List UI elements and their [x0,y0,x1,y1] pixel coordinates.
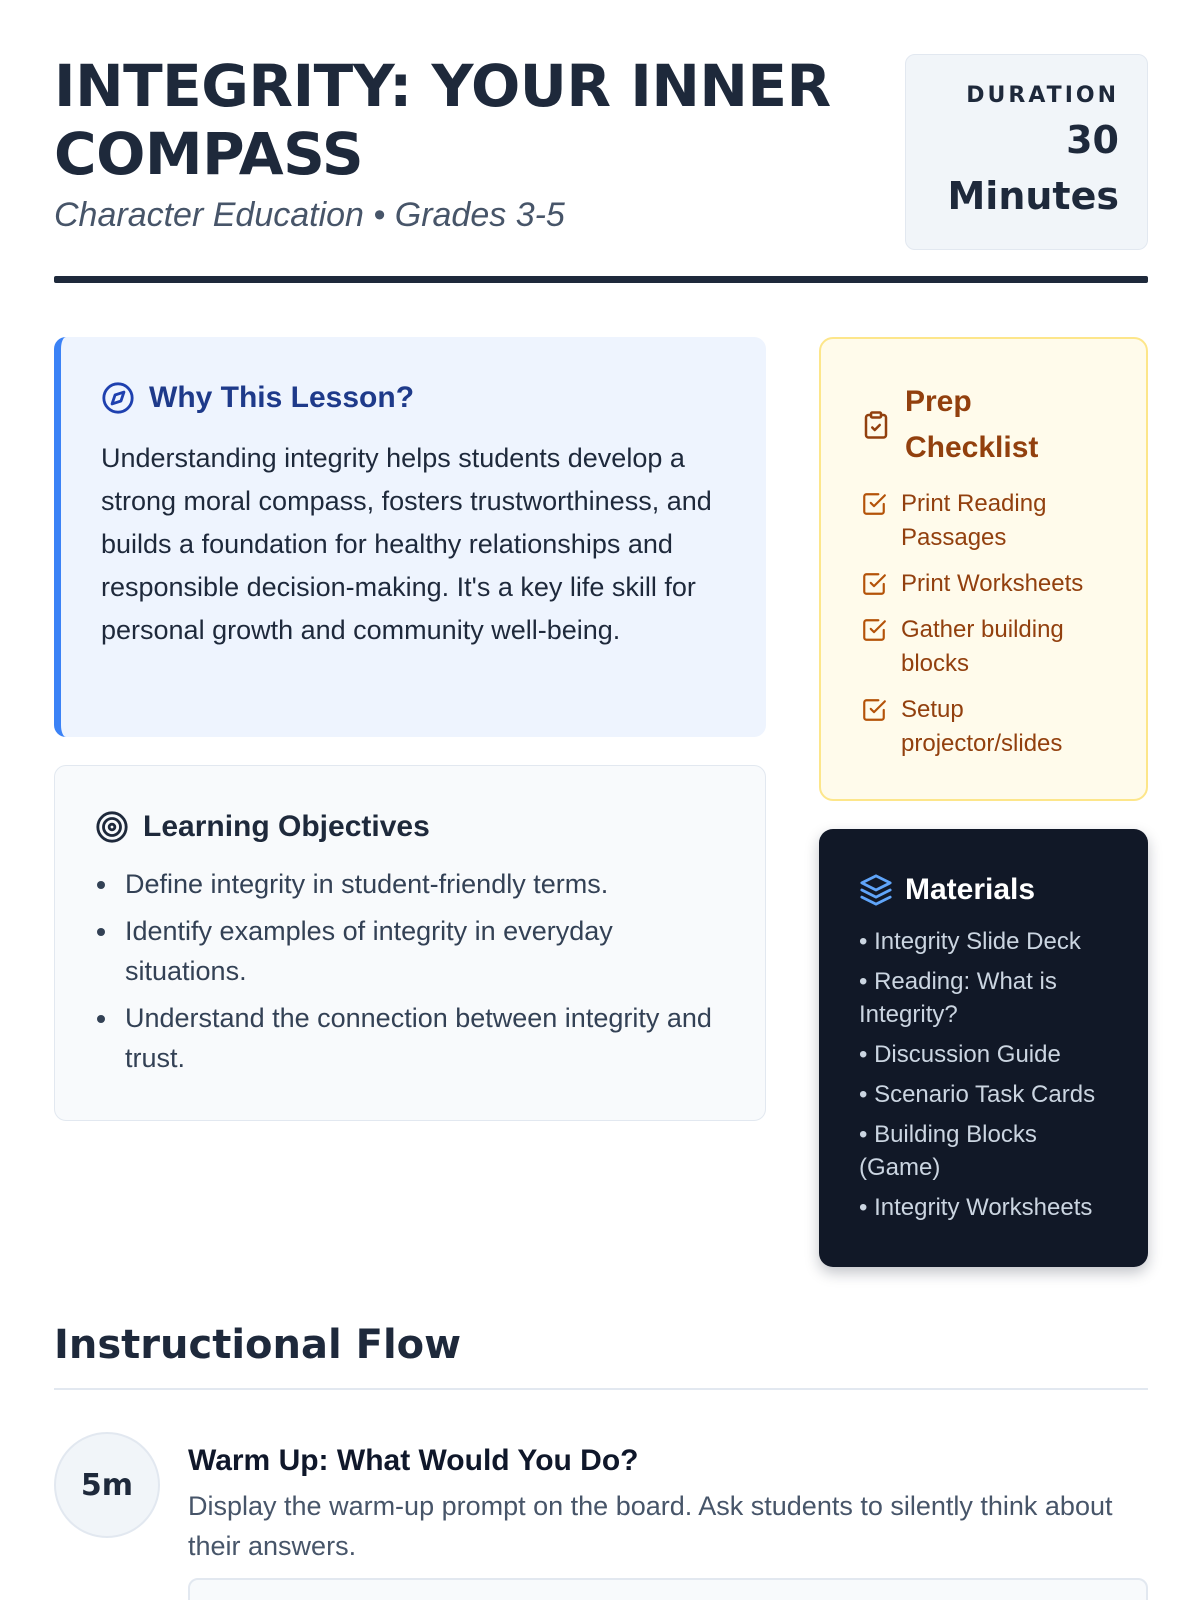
why-heading: Why This Lesson? [149,381,415,414]
materials-card [819,829,1148,1267]
objectives-heading-row [95,810,725,844]
list-item: Identify examples of integrity in everyday situations. [95,911,725,991]
prep-list [861,487,1116,761]
page-title: INTEGRITY: YOUR INNER COMPASS [54,52,831,188]
step-time-badge: 5m [54,1432,160,1538]
page-subtitle: Character Education • Grades 3-5 [54,196,565,234]
list-item: • Building Blocks (Game) [859,1121,1037,1181]
list-item: • Discussion Guide [859,1041,1061,1068]
step-detail-box [188,1578,1148,1600]
duration-box [905,54,1148,250]
duration-value: 30 Minutes [947,118,1119,218]
list-item: • Scenario Task Cards [859,1081,1096,1108]
prep-heading: Prep Checklist [905,385,1039,464]
flow-heading: Instructional Flow [54,1322,462,1368]
checkbox-checked-icon[interactable] [861,617,887,643]
step-description: Display the warm-up prompt on the board. Ask students to silently think about their answers. [188,1491,1113,1561]
target-icon [95,810,129,844]
checklist-item-label: Print Worksheets [901,570,1084,597]
checklist-item[interactable] [861,613,1116,681]
checklist-item[interactable] [861,567,1116,601]
layers-icon [859,873,893,907]
objectives-card [54,765,766,1121]
checklist-item[interactable] [861,693,1116,761]
objectives-heading: Learning Objectives [143,810,430,843]
lesson-header [54,0,1148,285]
header-divider [54,276,1148,283]
why-lesson-card [54,337,766,737]
why-heading-row [101,381,726,415]
list-item: • Integrity Slide Deck [859,928,1081,955]
checklist-item-label: Gather building blocks [901,616,1064,677]
checklist-item-label: Setup projector/slides [901,696,1063,757]
list-item: Define integrity in student-friendly terms. [95,864,725,904]
duration-label: DURATION [966,83,1119,108]
checklist-item-label: Print Reading Passages [901,490,1047,551]
flow-divider [54,1388,1148,1390]
materials-list [859,925,1118,1224]
prep-checklist-card [819,337,1148,801]
clipboard-check-icon [861,410,891,440]
checklist-item[interactable] [861,487,1116,555]
compass-icon [101,381,135,415]
materials-heading: Materials [905,873,1036,906]
checkbox-checked-icon[interactable] [861,697,887,723]
list-item: Understand the connection between integrity and trust. [95,998,725,1078]
list-item: • Integrity Worksheets [859,1194,1093,1221]
why-text: Understanding integrity helps students develop a strong moral compass, fosters trustworthiness, and builds a foundation for healthy relationships and responsible decision-making. It's a key life skill for personal growth and community well-being. [101,443,712,645]
checkbox-checked-icon[interactable] [861,491,887,517]
objectives-list [95,864,725,1078]
checkbox-checked-icon[interactable] [861,571,887,597]
materials-heading-row [859,873,1118,907]
step-title: Warm Up: What Would You Do? [188,1444,639,1477]
list-item: • Reading: What is Integrity? [859,968,1057,1028]
prep-heading-row [861,379,1116,471]
